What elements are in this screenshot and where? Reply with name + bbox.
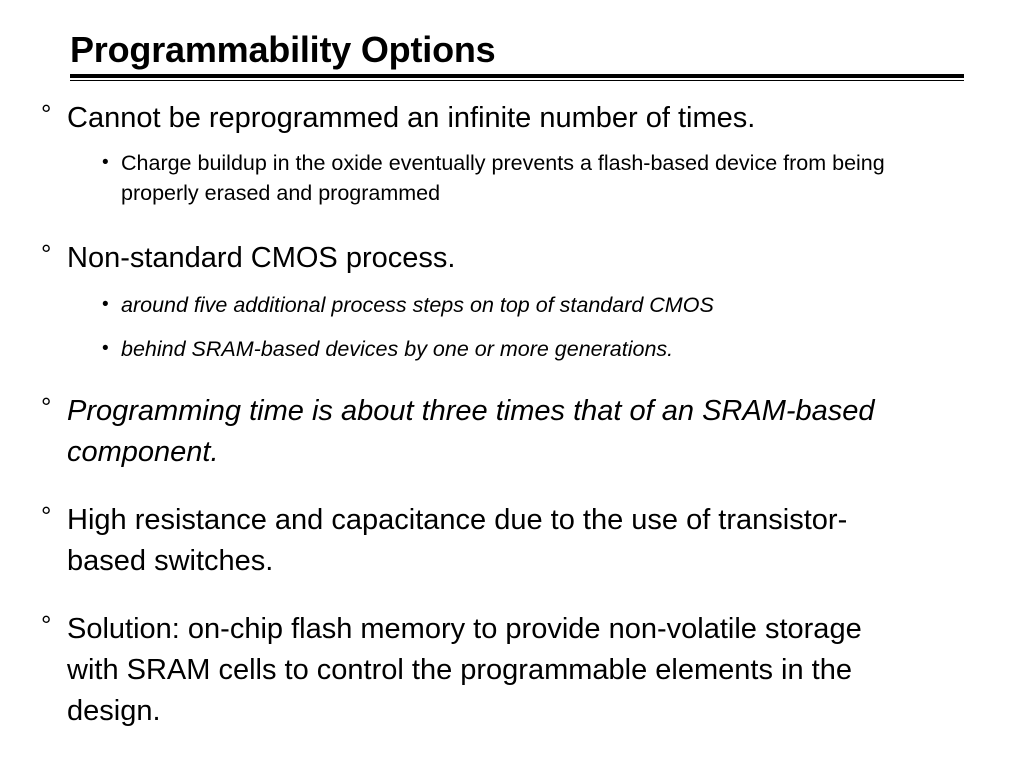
main-bullet-text: Solution: on-chip flash memory to provide non-volatile storage with SRAM cells to control the programmable elements in the design. — [67, 613, 862, 727]
slide-title: Programmability Options — [70, 29, 496, 70]
bullet-block-5 — [40, 609, 910, 732]
sub-bullet-2-2 — [102, 334, 951, 364]
degree-bullet-icon: ° — [41, 501, 52, 531]
sub-bullet-text: Charge buildup in the oxide eventually prevents a flash-based device from being properly erased and programmed — [121, 151, 885, 205]
main-bullet-4 — [40, 500, 850, 582]
sub-bullet-2-1 — [102, 290, 951, 320]
main-bullet-text: Non-standard CMOS process. — [67, 242, 456, 274]
bullet-block-3 — [40, 391, 940, 473]
main-bullet-text: High resistance and capacitance due to the use of transistor-based switches. — [67, 504, 848, 577]
degree-bullet-icon: ° — [41, 99, 52, 129]
main-bullet-5 — [40, 609, 910, 732]
sub-bullet-text: around five additional process steps on top of standard CMOS — [121, 293, 714, 317]
degree-bullet-icon: ° — [41, 392, 52, 422]
bullet-block-1 — [40, 98, 980, 208]
dot-bullet-icon: • — [102, 294, 109, 315]
title-underline — [70, 74, 964, 78]
dot-bullet-icon: • — [102, 338, 109, 359]
main-bullet-1 — [40, 98, 980, 139]
main-bullet-text: Cannot be reprogrammed an infinite number of times. — [67, 102, 756, 134]
dot-bullet-icon: • — [102, 152, 109, 173]
degree-bullet-icon: ° — [41, 610, 52, 640]
bullet-block-4 — [40, 500, 850, 582]
sub-bullet-text: behind SRAM-based devices by one or more generations. — [121, 337, 674, 361]
degree-bullet-icon: ° — [41, 239, 52, 269]
main-bullet-text: Programming time is about three times that of an SRAM-based component. — [67, 395, 875, 468]
sub-bullet-1-1 — [102, 148, 951, 208]
main-bullet-2 — [40, 238, 980, 279]
main-bullet-3 — [40, 391, 940, 473]
bullet-block-2 — [40, 238, 980, 364]
